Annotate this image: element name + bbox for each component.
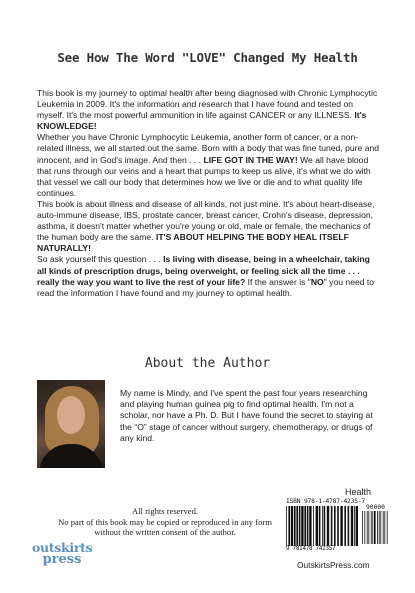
description-paragraph xyxy=(37,199,380,254)
rights-line-2: No part of this book may be copied or reproduced in any form xyxy=(58,516,272,527)
barcode-bar xyxy=(331,506,333,546)
barcode-bar xyxy=(313,506,314,546)
barcode-bar xyxy=(380,511,381,544)
publisher-website: OutskirtsPress.com xyxy=(297,560,370,570)
barcode-bar xyxy=(356,506,358,546)
barcode-bar xyxy=(286,506,287,546)
paragraph-text: Whether you have Chronic Lymphocytic Leukemia, another form of cancer, or a non-related illness, we all started out the same. Born with a body that was fine tuned, pure and innocent, and in God's image. And then . . . xyxy=(37,132,380,165)
rights-line-3: without the written consent of the author. xyxy=(94,527,236,537)
publisher-logo-line-2: press xyxy=(42,552,82,567)
about-author-heading: About the Author xyxy=(144,356,271,371)
description-paragraph xyxy=(37,132,380,199)
barcode-bar xyxy=(288,506,290,546)
rights-line-1: All rights reserved. xyxy=(131,506,199,516)
barcode-bar xyxy=(296,506,298,546)
emphasis-text: LIFE GOT IN THE WAY! xyxy=(203,154,298,165)
barcode-main-bars xyxy=(286,506,360,546)
barcode-bar xyxy=(337,506,339,546)
emphasis-text: It's KNOWLEDGE! xyxy=(37,110,367,132)
barcode-bar xyxy=(377,511,378,544)
barcode-bar xyxy=(362,511,363,544)
barcode-bar xyxy=(327,506,329,546)
paragraph-text: So ask yourself this question . . . xyxy=(37,254,164,265)
barcode-bar xyxy=(304,506,306,546)
barcode-bar xyxy=(354,506,355,546)
barcode-bar xyxy=(294,506,296,546)
paragraph-text: We all have blood that runs through our veins and a heart that pumps to keep us alive, it's what we do with that vessel we call our body that determines how we live or die and to what quality life continues. xyxy=(37,154,371,198)
barcode-bar xyxy=(364,511,365,544)
barcode-bar xyxy=(372,511,373,544)
author-photo xyxy=(37,380,105,468)
barcode-bar xyxy=(387,511,388,544)
publisher-logo xyxy=(32,542,92,566)
barcode-bar xyxy=(351,506,353,546)
barcode-bar xyxy=(307,506,309,546)
barcode-bar xyxy=(334,506,336,546)
book-category: Health xyxy=(345,487,372,497)
description-paragraph xyxy=(37,88,380,132)
barcode-bar xyxy=(319,506,321,546)
barcode-bar xyxy=(348,506,350,546)
barcode-bar xyxy=(374,511,376,544)
paragraph-text: If the answer is " xyxy=(245,276,311,287)
author-bio: My name is Mindy, and I've spent the past four years researching and playing human guinea pig to find optimal health. I'm not a scholar, nor have a Ph. D. But I have found the secret to staying at the “O” stage of cancer without surgery, chemotherapy, or drugs of any kind. xyxy=(120,388,373,443)
paragraph-text: " you need to read the information I have found and my journey to optimal health. xyxy=(37,276,375,298)
barcode-number: 9 781478 742357 xyxy=(286,546,336,552)
barcode-bar xyxy=(344,506,346,546)
emphasis-text: IT'S ABOUT HELPING THE BODY HEAL ITSELF NATURALLY! xyxy=(37,232,349,254)
barcode-bar xyxy=(316,506,318,546)
barcode-addon-number: 90000 xyxy=(366,504,385,511)
barcode-bar xyxy=(383,511,384,544)
barcode-bar xyxy=(309,506,311,546)
barcode-addon-bars xyxy=(362,511,388,544)
barcode-bar xyxy=(301,506,303,546)
barcode-bar xyxy=(367,511,368,544)
isbn-barcode xyxy=(286,498,390,554)
barcode-bar xyxy=(324,506,326,546)
paragraph-text: This book is about illness and disease of all kinds, not just mine. It's about heart-disease, auto-immune disease, IBS, prostate cancer, breast cancer, Crohn's disease, depression, asthma, it doesn't matter whether you're young or old, male or female, the mechanics of the human body are the same. xyxy=(37,198,375,243)
barcode-bar xyxy=(368,511,369,544)
barcode-bar xyxy=(291,506,293,546)
barcode-bar xyxy=(322,506,323,546)
isbn-label: ISBN 978-1-4787-4235-7 xyxy=(286,498,366,505)
barcode-bar xyxy=(379,511,380,544)
barcode-bar xyxy=(299,506,301,546)
description-paragraph xyxy=(37,254,380,298)
back-cover-title: See How The Word "LOVE" Changed My Health xyxy=(57,50,358,65)
copyright-notice xyxy=(45,506,285,538)
emphasis-text: NO xyxy=(310,276,324,287)
paragraph-text: This book is my journey to optimal health after being diagnosed with Chronic Lymphocytic Leukemia in 2009. It's the information and research that I have found and tested on myself. It's the most powerful ammunition in life against CANCER or any ILLNESS. xyxy=(37,88,378,121)
barcode-bar xyxy=(340,506,342,546)
emphasis-text: Is living with disease, being in a wheelchair, taking all kinds of prescription drugs, being overweight, or feeling sick all the time . . . really the way you want to live the rest of your life? xyxy=(37,254,370,287)
barcode-bar xyxy=(371,511,372,544)
book-description xyxy=(37,88,380,299)
publisher-logo-line-1: outskirts xyxy=(32,540,93,555)
barcode-bar xyxy=(384,511,385,544)
